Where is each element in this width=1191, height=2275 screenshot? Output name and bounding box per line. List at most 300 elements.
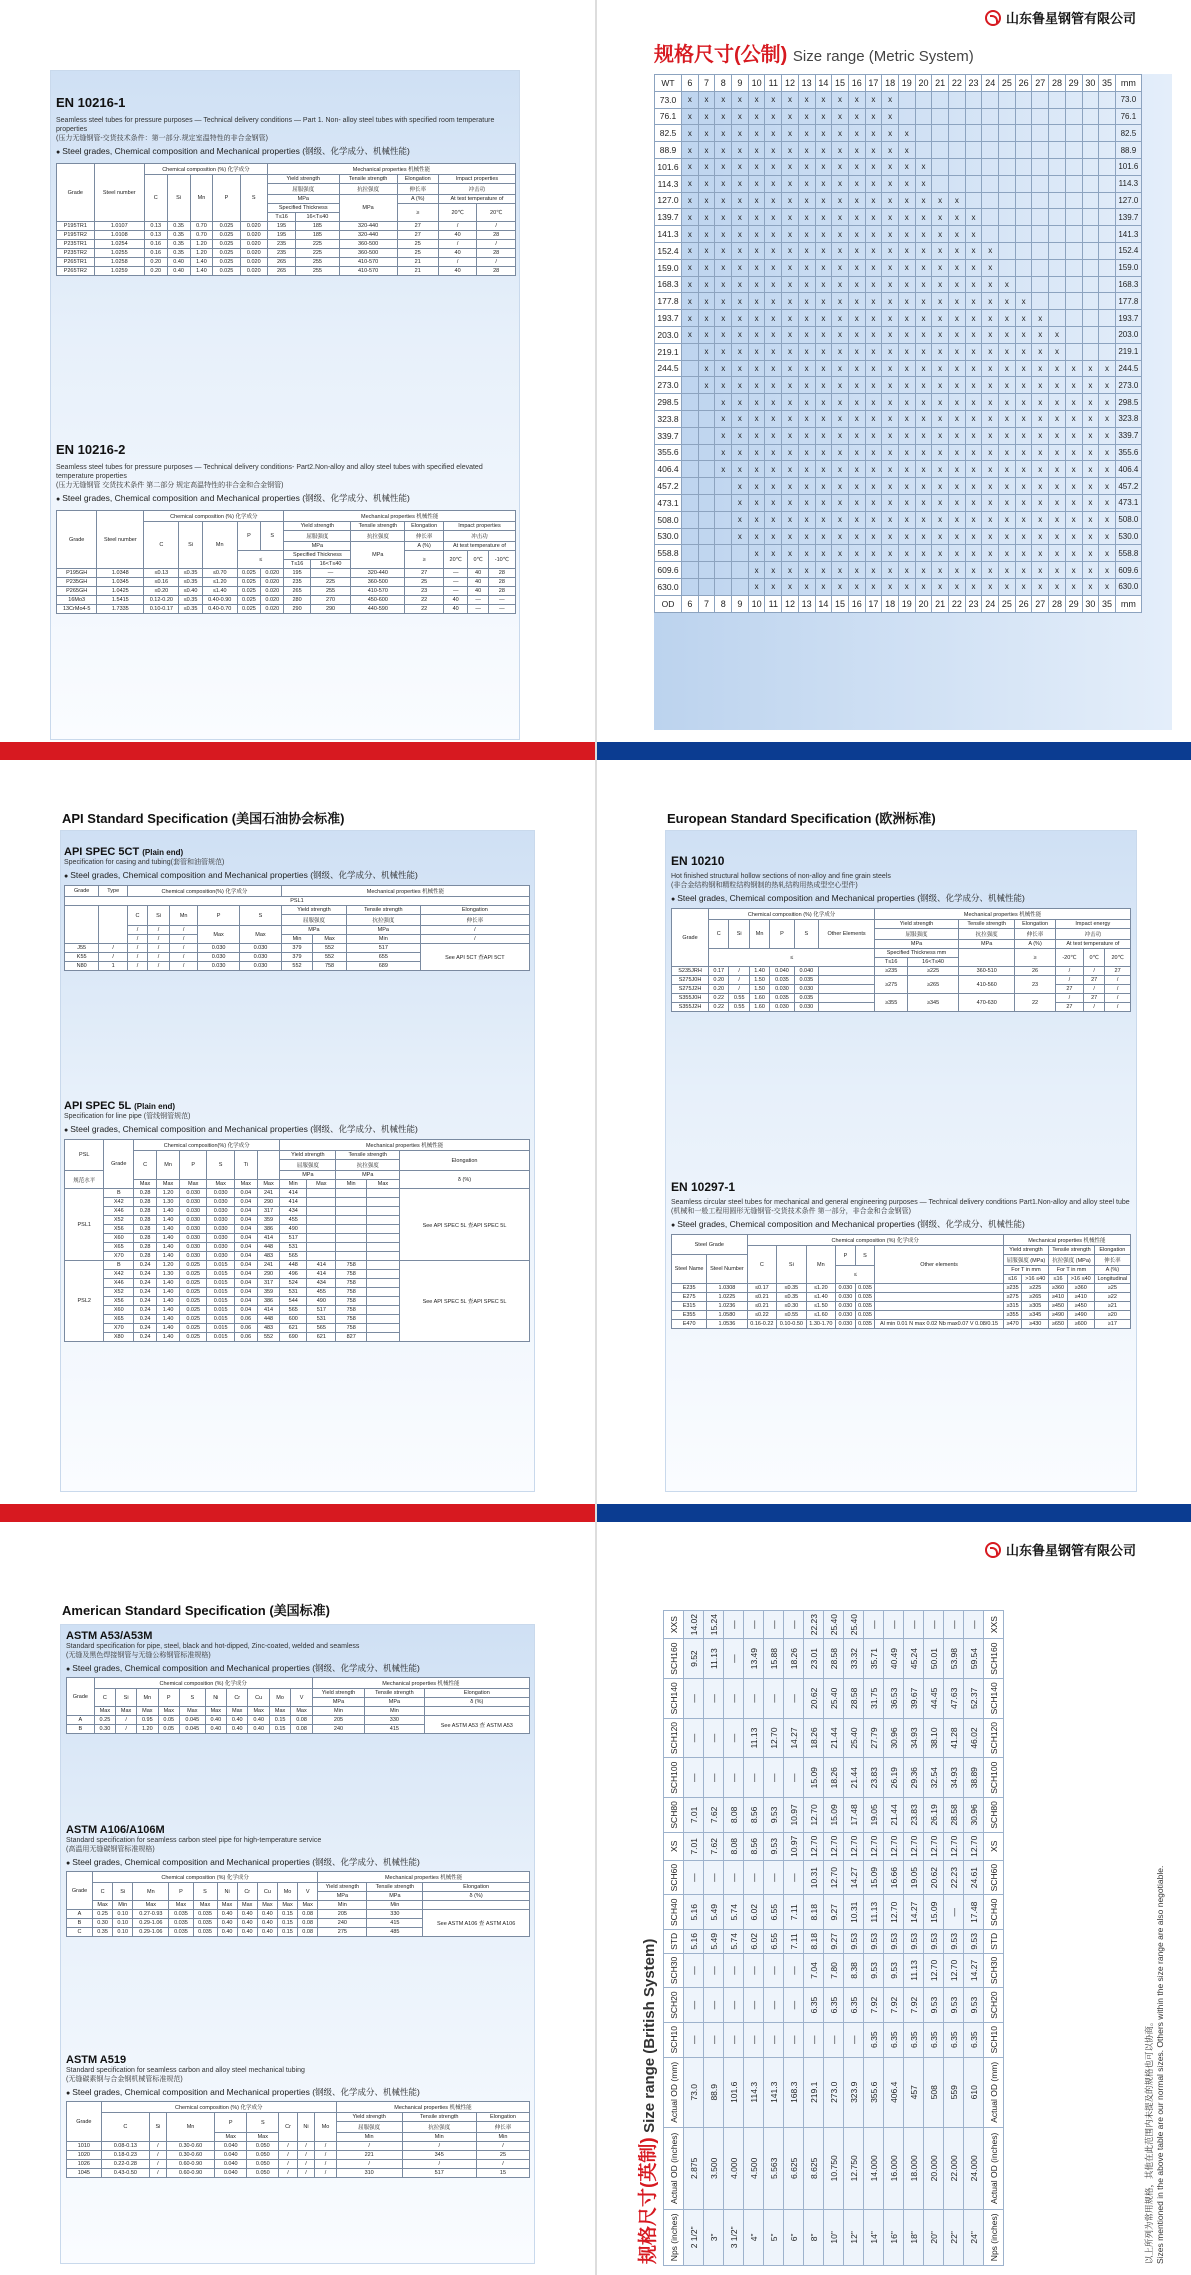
- table-cell: 0.025: [180, 1270, 207, 1279]
- thickness-cell: 52.37: [964, 1678, 984, 1718]
- thickness-cell: 7.11: [784, 1930, 804, 1954]
- yield-cell: ≥265: [908, 976, 959, 994]
- availability-cell: x: [732, 511, 749, 528]
- availability-cell: x: [882, 461, 899, 478]
- th-mo: Mo: [315, 2113, 337, 2142]
- od-cell: 168.3: [655, 276, 682, 293]
- table-cell: 379: [281, 953, 312, 962]
- table-cell: 0.030: [836, 1320, 856, 1329]
- th-p: P: [215, 2113, 247, 2133]
- table-row: [67, 2160, 530, 2169]
- table-cell: 1.0259: [94, 267, 144, 276]
- api-header: API Standard Specification (美国石油协会标准): [62, 811, 345, 826]
- wt-header: 21: [932, 75, 949, 92]
- thickness-cell: —: [724, 1988, 744, 2023]
- th-mpa: MPa: [312, 1698, 364, 1707]
- table-cell: 531: [280, 1243, 307, 1252]
- table-cell: X52: [104, 1216, 134, 1225]
- th-max: Max: [134, 1180, 157, 1189]
- sch-header: SCH20: [664, 1988, 684, 2023]
- availability-cell: x: [1082, 360, 1099, 377]
- availability-cell: [949, 91, 966, 108]
- availability-cell: [1049, 108, 1066, 125]
- availability-cell: [1065, 343, 1082, 360]
- thickness-cell: —: [784, 1678, 804, 1718]
- table-cell: 0.04: [234, 1306, 257, 1315]
- table-cell: 0.045: [179, 1725, 205, 1734]
- table-cell: —: [310, 569, 350, 578]
- british-note: [1143, 1608, 1165, 2264]
- th-max: Max: [269, 1707, 290, 1716]
- elong-cell: 23: [1015, 976, 1055, 994]
- th-c: C: [128, 906, 148, 926]
- table-cell: 483: [257, 1324, 279, 1333]
- thickness-cell: —: [704, 1860, 724, 1895]
- table-cell: /: [297, 2151, 314, 2160]
- thickness-cell: 6.35: [904, 2022, 924, 2057]
- th-si: Si: [167, 175, 190, 222]
- availability-cell: x: [848, 343, 865, 360]
- thickness-cell: 21.44: [844, 1758, 864, 1798]
- availability-cell: x: [949, 578, 966, 595]
- th-si: Si: [149, 2113, 166, 2142]
- grid-row: [655, 226, 1142, 243]
- availability-cell: x: [748, 310, 765, 327]
- table-row: [67, 2151, 530, 2160]
- th-max: Max: [207, 1180, 234, 1189]
- availability-cell: [915, 91, 932, 108]
- th-max: Max: [180, 1180, 207, 1189]
- thickness-cell: 28.58: [944, 1798, 964, 1833]
- grid-row: [844, 1611, 864, 2266]
- availability-cell: x: [798, 394, 815, 411]
- availability-cell: x: [765, 562, 782, 579]
- availability-cell: [682, 511, 699, 528]
- table-cell: [819, 994, 875, 1003]
- thickness-cell: 19.05: [904, 1860, 924, 1895]
- availability-cell: x: [932, 360, 949, 377]
- availability-cell: x: [865, 511, 882, 528]
- page-european: [597, 762, 1191, 1522]
- table-cell: /: [116, 1725, 137, 1734]
- table-cell: 40: [468, 587, 488, 596]
- a106-section: [66, 1824, 530, 1937]
- table-cell: B: [67, 1725, 95, 1734]
- od-cell: 244.5: [655, 360, 682, 377]
- table-cell: 0.05: [158, 1725, 179, 1734]
- table-row: [65, 1189, 530, 1198]
- thickness-cell: 273.0: [824, 2057, 844, 2127]
- table-cell: 0.40: [205, 1725, 226, 1734]
- availability-cell: x: [732, 259, 749, 276]
- availability-cell: [999, 142, 1016, 159]
- thickness-cell: 9.53: [764, 1832, 784, 1860]
- availability-cell: x: [882, 326, 899, 343]
- availability-cell: [1049, 209, 1066, 226]
- table-cell: Al min 0.01 N max 0.02 Nb max0.07 V 0.08/0.15: [875, 1320, 1004, 1329]
- table-cell: 0.24: [134, 1315, 157, 1324]
- sch-footer: Actual OD (inches): [984, 2128, 1004, 2210]
- od-cell-right: 203.0: [1115, 326, 1141, 343]
- availability-cell: [999, 259, 1016, 276]
- table-cell: 0.040: [794, 967, 818, 976]
- thickness-cell: —: [964, 1611, 984, 1639]
- availability-cell: x: [949, 259, 966, 276]
- thickness-cell: —: [684, 1953, 704, 1988]
- availability-cell: [999, 226, 1016, 243]
- sch-header: Nps (inches): [664, 2209, 684, 2265]
- availability-cell: [1099, 125, 1116, 142]
- thickness-cell: —: [764, 2022, 784, 2057]
- grid-row: [764, 1611, 784, 2266]
- table-cell: X60: [104, 1306, 134, 1315]
- table-cell: 1.30-1.70: [806, 1320, 836, 1329]
- th-cr: Cr: [227, 1689, 248, 1707]
- table-cell: [336, 1243, 367, 1252]
- availability-cell: x: [848, 91, 865, 108]
- availability-cell: x: [832, 108, 849, 125]
- availability-cell: x: [882, 511, 899, 528]
- availability-cell: x: [965, 528, 982, 545]
- table-cell: 225: [296, 249, 339, 258]
- thickness-cell: 9.27: [824, 1895, 844, 1930]
- availability-cell: x: [1049, 360, 1066, 377]
- availability-cell: x: [815, 209, 832, 226]
- th-le: ≤: [709, 949, 875, 967]
- table-cell: ≥17: [1094, 1320, 1130, 1329]
- th-s: S: [261, 522, 284, 551]
- th-mech: Mechanical properties 机械性能: [336, 2102, 529, 2113]
- th-psl-level: 规范水平: [65, 1171, 104, 1189]
- table-cell: 0.22: [709, 1003, 729, 1012]
- availability-cell: x: [882, 545, 899, 562]
- table-cell: 0.20: [144, 267, 167, 276]
- th-ge: ≥: [397, 204, 438, 222]
- wt-header: 18: [882, 75, 899, 92]
- availability-cell: [682, 528, 699, 545]
- table-note: See ASTM A53 查 ASTM A53: [424, 1716, 529, 1734]
- grid-row: [804, 1611, 824, 2266]
- availability-cell: x: [1049, 427, 1066, 444]
- table-cell: 185: [296, 222, 339, 231]
- table-cell: 1020: [67, 2151, 102, 2160]
- table-cell: /: [336, 2142, 402, 2151]
- availability-cell: x: [782, 175, 799, 192]
- thickness-cell: 3": [704, 2209, 724, 2265]
- metric-title: [654, 38, 974, 67]
- availability-cell: x: [782, 343, 799, 360]
- table-cell: 0.035: [855, 1284, 875, 1293]
- th-type: Type: [99, 886, 128, 897]
- table-cell: 0.030: [207, 1198, 234, 1207]
- th-si: Si: [116, 1689, 137, 1707]
- wt-header: 17: [865, 75, 882, 92]
- availability-cell: [1082, 276, 1099, 293]
- table-cell: /: [297, 2169, 314, 2178]
- availability-cell: x: [965, 276, 982, 293]
- th-c: C: [94, 1689, 115, 1707]
- availability-cell: x: [1065, 427, 1082, 444]
- availability-cell: x: [949, 528, 966, 545]
- thickness-cell: 20": [924, 2209, 944, 2265]
- table-cell: 517: [402, 2169, 476, 2178]
- table-cell: 0.43-0.50: [101, 2169, 149, 2178]
- availability-cell: [1065, 108, 1082, 125]
- table-cell: 0.045: [179, 1716, 205, 1725]
- availability-cell: x: [915, 578, 932, 595]
- metric-title-cn: 规格尺寸(公制): [654, 44, 788, 66]
- availability-cell: x: [748, 343, 765, 360]
- th-s: S: [855, 1246, 875, 1266]
- th-tensile: Tensile strength: [339, 175, 397, 184]
- table-cell: 0.050: [247, 2142, 279, 2151]
- table-cell: 0.10-0.50: [777, 1320, 807, 1329]
- thickness-cell: 6.55: [764, 1895, 784, 1930]
- api-5ct-section: [64, 846, 530, 971]
- availability-cell: x: [848, 209, 865, 226]
- availability-cell: x: [949, 545, 966, 562]
- th-for-t: For T in mm: [1049, 1266, 1094, 1275]
- sch-footer: SCH60: [984, 1860, 1004, 1895]
- wt-header: 18: [882, 595, 899, 612]
- grid-corner: OD: [655, 595, 682, 612]
- th-chem: Chemical composition (%) 化学成分: [93, 1872, 318, 1883]
- thickness-cell: 25.40: [844, 1718, 864, 1758]
- thickness-cell: 46.02: [964, 1718, 984, 1758]
- availability-cell: x: [882, 175, 899, 192]
- availability-cell: [1065, 310, 1082, 327]
- availability-cell: x: [782, 326, 799, 343]
- table-cell: 185: [296, 231, 339, 240]
- table-cell: 0.30-0.60: [166, 2142, 214, 2151]
- th-max: Max: [169, 1901, 193, 1910]
- wt-header: 26: [1015, 75, 1032, 92]
- availability-cell: x: [865, 142, 882, 159]
- thickness-cell: 10": [824, 2209, 844, 2265]
- availability-cell: x: [965, 360, 982, 377]
- availability-cell: x: [999, 427, 1016, 444]
- table-cell: 0.28: [134, 1225, 157, 1234]
- thickness-cell: 7.04: [804, 1953, 824, 1988]
- availability-cell: [1065, 293, 1082, 310]
- thickness-cell: —: [764, 1611, 784, 1639]
- th-max: Max: [313, 935, 347, 944]
- availability-cell: x: [932, 427, 949, 444]
- availability-cell: x: [1015, 377, 1032, 394]
- grid-row: [655, 259, 1142, 276]
- availability-cell: x: [782, 545, 799, 562]
- table-cell: /: [477, 240, 516, 249]
- table-cell: /: [476, 2160, 529, 2169]
- availability-cell: [682, 377, 699, 394]
- grid-row: [655, 444, 1142, 461]
- availability-cell: x: [865, 494, 882, 511]
- availability-cell: x: [815, 175, 832, 192]
- thickness-cell: 10.97: [784, 1798, 804, 1833]
- thickness-cell: 7.01: [684, 1832, 704, 1860]
- api-5ct-bullet: ● Steel grades, Chemical composition and Mechanical properties (钢级、化学成分、机械性能): [64, 869, 530, 881]
- availability-cell: x: [882, 528, 899, 545]
- table-cell: E235: [672, 1284, 707, 1293]
- table-cell: 0.030: [770, 1003, 794, 1012]
- en10216-1-section: [56, 95, 516, 276]
- table-cell: 565: [307, 1324, 336, 1333]
- thickness-cell: 7.92: [884, 1988, 904, 2023]
- table-cell: ≤1.40: [806, 1293, 836, 1302]
- th-t16: T≤16: [284, 560, 310, 569]
- th-mpa: MPa: [346, 926, 420, 935]
- availability-cell: x: [1065, 461, 1082, 478]
- od-cell: 203.0: [655, 326, 682, 343]
- table-cell: P195TR2: [57, 231, 95, 240]
- availability-cell: x: [732, 377, 749, 394]
- table-cell: 0.030: [207, 1234, 234, 1243]
- availability-cell: x: [715, 326, 732, 343]
- availability-cell: x: [815, 293, 832, 310]
- thickness-cell: —: [684, 1758, 704, 1798]
- table-cell: 0.40: [257, 1928, 277, 1937]
- table-cell: 1.0255: [94, 249, 144, 258]
- sch-header: SCH100: [664, 1758, 684, 1798]
- availability-cell: x: [815, 528, 832, 545]
- british-note-en: Sizes mentioned in the above table are our normal sizes. Others within the size range are also negotiable.: [1155, 1865, 1165, 2264]
- table-cell: 0.030: [198, 944, 240, 953]
- od-cell-right: 139.7: [1115, 209, 1141, 226]
- availability-cell: x: [898, 226, 915, 243]
- table-cell: 255: [310, 587, 350, 596]
- availability-cell: x: [715, 192, 732, 209]
- availability-cell: x: [732, 494, 749, 511]
- api-5l-section: [64, 1100, 530, 1342]
- table-cell: B: [104, 1261, 134, 1270]
- table-cell: [366, 1207, 399, 1216]
- table-cell: 40: [468, 569, 488, 578]
- grid-row: [655, 142, 1142, 159]
- table-cell: ≥410: [1067, 1293, 1094, 1302]
- table-row: [57, 596, 516, 605]
- availability-cell: x: [698, 310, 715, 327]
- table-cell: 0.28: [134, 1207, 157, 1216]
- table-cell: P195GH: [57, 569, 97, 578]
- availability-cell: x: [865, 259, 882, 276]
- api-5ct-sub: Specification for casing and tubing(套管和油管规范): [64, 859, 225, 866]
- th-min: Min: [346, 935, 420, 944]
- british-title-en: Size range (British System): [641, 1938, 658, 2133]
- table-cell: [336, 1225, 367, 1234]
- table-cell: 0.35: [167, 240, 190, 249]
- availability-cell: x: [698, 377, 715, 394]
- thickness-cell: 6.625: [784, 2128, 804, 2210]
- availability-cell: x: [798, 478, 815, 495]
- availability-cell: x: [748, 562, 765, 579]
- th-slash: /: [420, 935, 529, 944]
- th-p: P: [169, 1883, 193, 1901]
- table-row: [57, 249, 516, 258]
- page-en10216: [0, 0, 595, 760]
- availability-cell: x: [1015, 545, 1032, 562]
- availability-cell: x: [982, 343, 999, 360]
- od-cell-right: 609.6: [1115, 562, 1141, 579]
- wt-header: 22: [949, 75, 966, 92]
- wt-header: 9: [732, 75, 749, 92]
- availability-cell: x: [798, 511, 815, 528]
- wt-header: 22: [949, 595, 966, 612]
- availability-cell: [1065, 125, 1082, 142]
- table-cell: /: [170, 953, 198, 962]
- thickness-cell: —: [724, 1953, 744, 1988]
- availability-cell: x: [865, 427, 882, 444]
- availability-cell: [1099, 310, 1116, 327]
- availability-cell: x: [748, 578, 765, 595]
- availability-cell: x: [682, 192, 699, 209]
- th-elong: Elongation: [400, 1151, 530, 1171]
- page-american: [0, 1524, 595, 2275]
- od-cell: 73.0: [655, 91, 682, 108]
- th-elong-cn: 伸长率: [397, 184, 438, 195]
- od-cell-right: 473.1: [1115, 494, 1141, 511]
- wt-header: 29: [1065, 595, 1082, 612]
- thickness-cell: 7.80: [824, 1953, 844, 1988]
- availability-cell: [1082, 343, 1099, 360]
- availability-cell: x: [932, 461, 949, 478]
- table-cell: 265: [284, 587, 310, 596]
- th-t0: 20℃: [438, 204, 477, 222]
- table-cell: 0.020: [240, 231, 267, 240]
- table-cell: 0.030: [240, 944, 282, 953]
- table-cell: 1.0225: [707, 1293, 747, 1302]
- table-cell: X80: [104, 1333, 134, 1342]
- thickness-cell: 9.27: [824, 1930, 844, 1954]
- availability-cell: x: [848, 192, 865, 209]
- availability-cell: x: [1049, 511, 1066, 528]
- table-cell: 379: [281, 944, 312, 953]
- availability-cell: [965, 125, 982, 142]
- company-name: 山东鲁星钢管有限公司: [1006, 11, 1137, 26]
- th-mn: Mn: [190, 175, 213, 222]
- th-elong: Elongation: [405, 522, 444, 531]
- table-cell: /: [438, 240, 477, 249]
- table-cell: 434: [307, 1279, 336, 1288]
- thickness-cell: —: [724, 1758, 744, 1798]
- table-cell: 1.40: [157, 1306, 180, 1315]
- availability-cell: x: [1065, 494, 1082, 511]
- availability-cell: x: [982, 427, 999, 444]
- th-slash: /: [420, 926, 529, 935]
- table-cell: X65: [104, 1315, 134, 1324]
- availability-cell: [682, 461, 699, 478]
- thickness-cell: 5": [764, 2209, 784, 2265]
- thickness-cell: 88.9: [704, 2057, 724, 2127]
- availability-cell: x: [999, 293, 1016, 310]
- grid-footer-row: [984, 1611, 1004, 2266]
- availability-cell: x: [949, 276, 966, 293]
- yield-cell: ≥355: [875, 994, 908, 1012]
- availability-cell: x: [715, 142, 732, 159]
- availability-cell: x: [815, 242, 832, 259]
- thickness-cell: 406.4: [884, 2057, 904, 2127]
- table-cell: 655: [346, 953, 420, 962]
- table-cell: P195TR1: [57, 222, 95, 231]
- availability-cell: x: [999, 511, 1016, 528]
- availability-cell: x: [965, 478, 982, 495]
- th-max: Max: [116, 1707, 137, 1716]
- availability-cell: [1015, 142, 1032, 159]
- table-cell: 0.04: [234, 1288, 257, 1297]
- thickness-cell: 219.1: [804, 2057, 824, 2127]
- table-cell: [366, 1198, 399, 1207]
- availability-cell: x: [999, 562, 1016, 579]
- grid-row: [655, 494, 1142, 511]
